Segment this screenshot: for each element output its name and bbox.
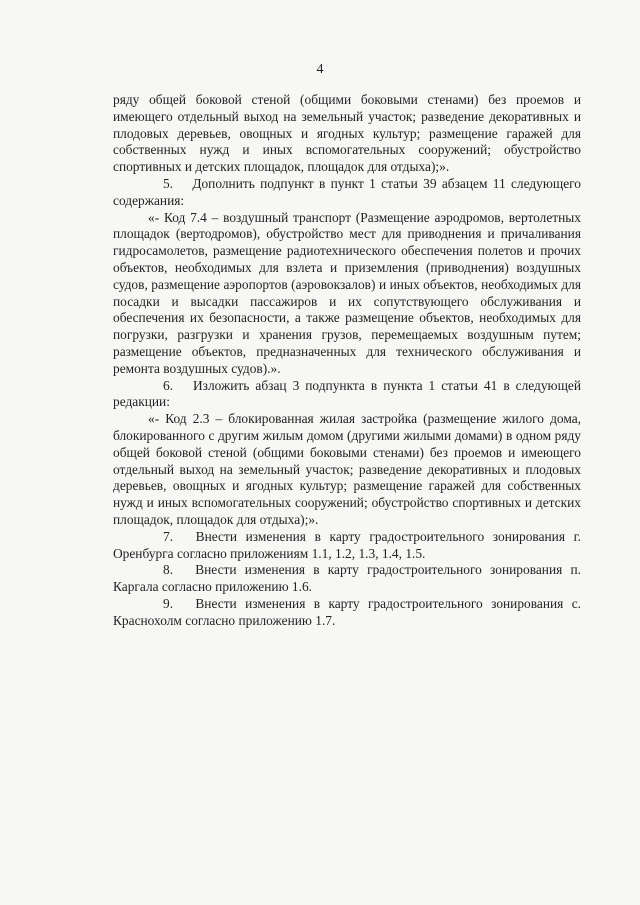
item-number: 9. xyxy=(163,595,174,611)
document-body xyxy=(113,92,581,630)
item-number: 5. xyxy=(163,175,174,191)
paragraph-continuation: ряду общей боковой стеной (общими боковыми стенами) без проемов и имеющего отдельный выход на земельный участок; разведение декоративных и плодовых деревьев, овощных и ягодных культур; размещение гаражей для собственных нужд и иных вспомогательных сооружений; обустройство спортивных и детских площадок, площадок для отдыха);». xyxy=(113,92,581,175)
item-7 xyxy=(113,529,581,563)
quote-code-7-4: «- Код 7.4 – воздушный транспорт (Размещение аэродромов, вертолетных площадок (вертодромов), обустройство мест для приводнения и причаливания гидросамолетов, размещение радиотехнического обеспечения полетов и прочих объектов, необходимых для взлета и приземления (приводнения) воздушных судов, размещение аэропортов (аэровокзалов) и иных объектов, необходимых для посадки и высадки пассажиров и их сопутствующего обслуживания и обеспечения их безопасности, а также размещение объектов, необходимых для погрузки, разгрузки и хранения грузов, перемещаемых воздушным путем; размещение объектов, предназначенных для технического обслуживания и ремонта воздушных судов).». xyxy=(113,209,581,376)
item-text: Внести изменения в карту градостроительного зонирования п. Каргала согласно приложению 1.6. xyxy=(113,562,581,595)
page-number: 4 xyxy=(316,62,324,77)
item-8 xyxy=(113,562,581,596)
item-text: Внести изменения в карту градостроительного зонирования г. Оренбурга согласно приложениям 1.1, 1.2, 1.3, 1.4, 1.5. xyxy=(113,528,581,561)
item-text: Изложить абзац 3 подпункта в пункта 1 статьи 41 в следующей редакции: xyxy=(113,377,581,410)
item-5 xyxy=(113,176,581,210)
item-6 xyxy=(113,378,581,412)
item-number: 6. xyxy=(163,377,174,393)
item-number: 7. xyxy=(163,528,174,544)
item-number: 8. xyxy=(163,562,174,578)
item-9 xyxy=(113,596,581,630)
quote-code-2-3: «- Код 2.3 – блокированная жилая застройка (размещение жилого дома, блокированного с другим жилым домом (другими жилыми домами) в одном ряду общей боковой стеной (общими боковыми стенами) без проемов и имеющего отдельный выход на земельный участок; разведение декоративных и плодовых деревьев, овощных и ягодных культур; размещение гаражей для собственных нужд и иных вспомогательных сооружений; обустройство спортивных и детских площадок, площадок для отдыха);». xyxy=(113,411,581,527)
item-text: Внести изменения в карту градостроительного зонирования с. Краснохолм согласно приложению 1.7. xyxy=(113,595,581,628)
item-text: Дополнить подпункт в пункт 1 статьи 39 абзацем 11 следующего содержания: xyxy=(113,175,581,208)
